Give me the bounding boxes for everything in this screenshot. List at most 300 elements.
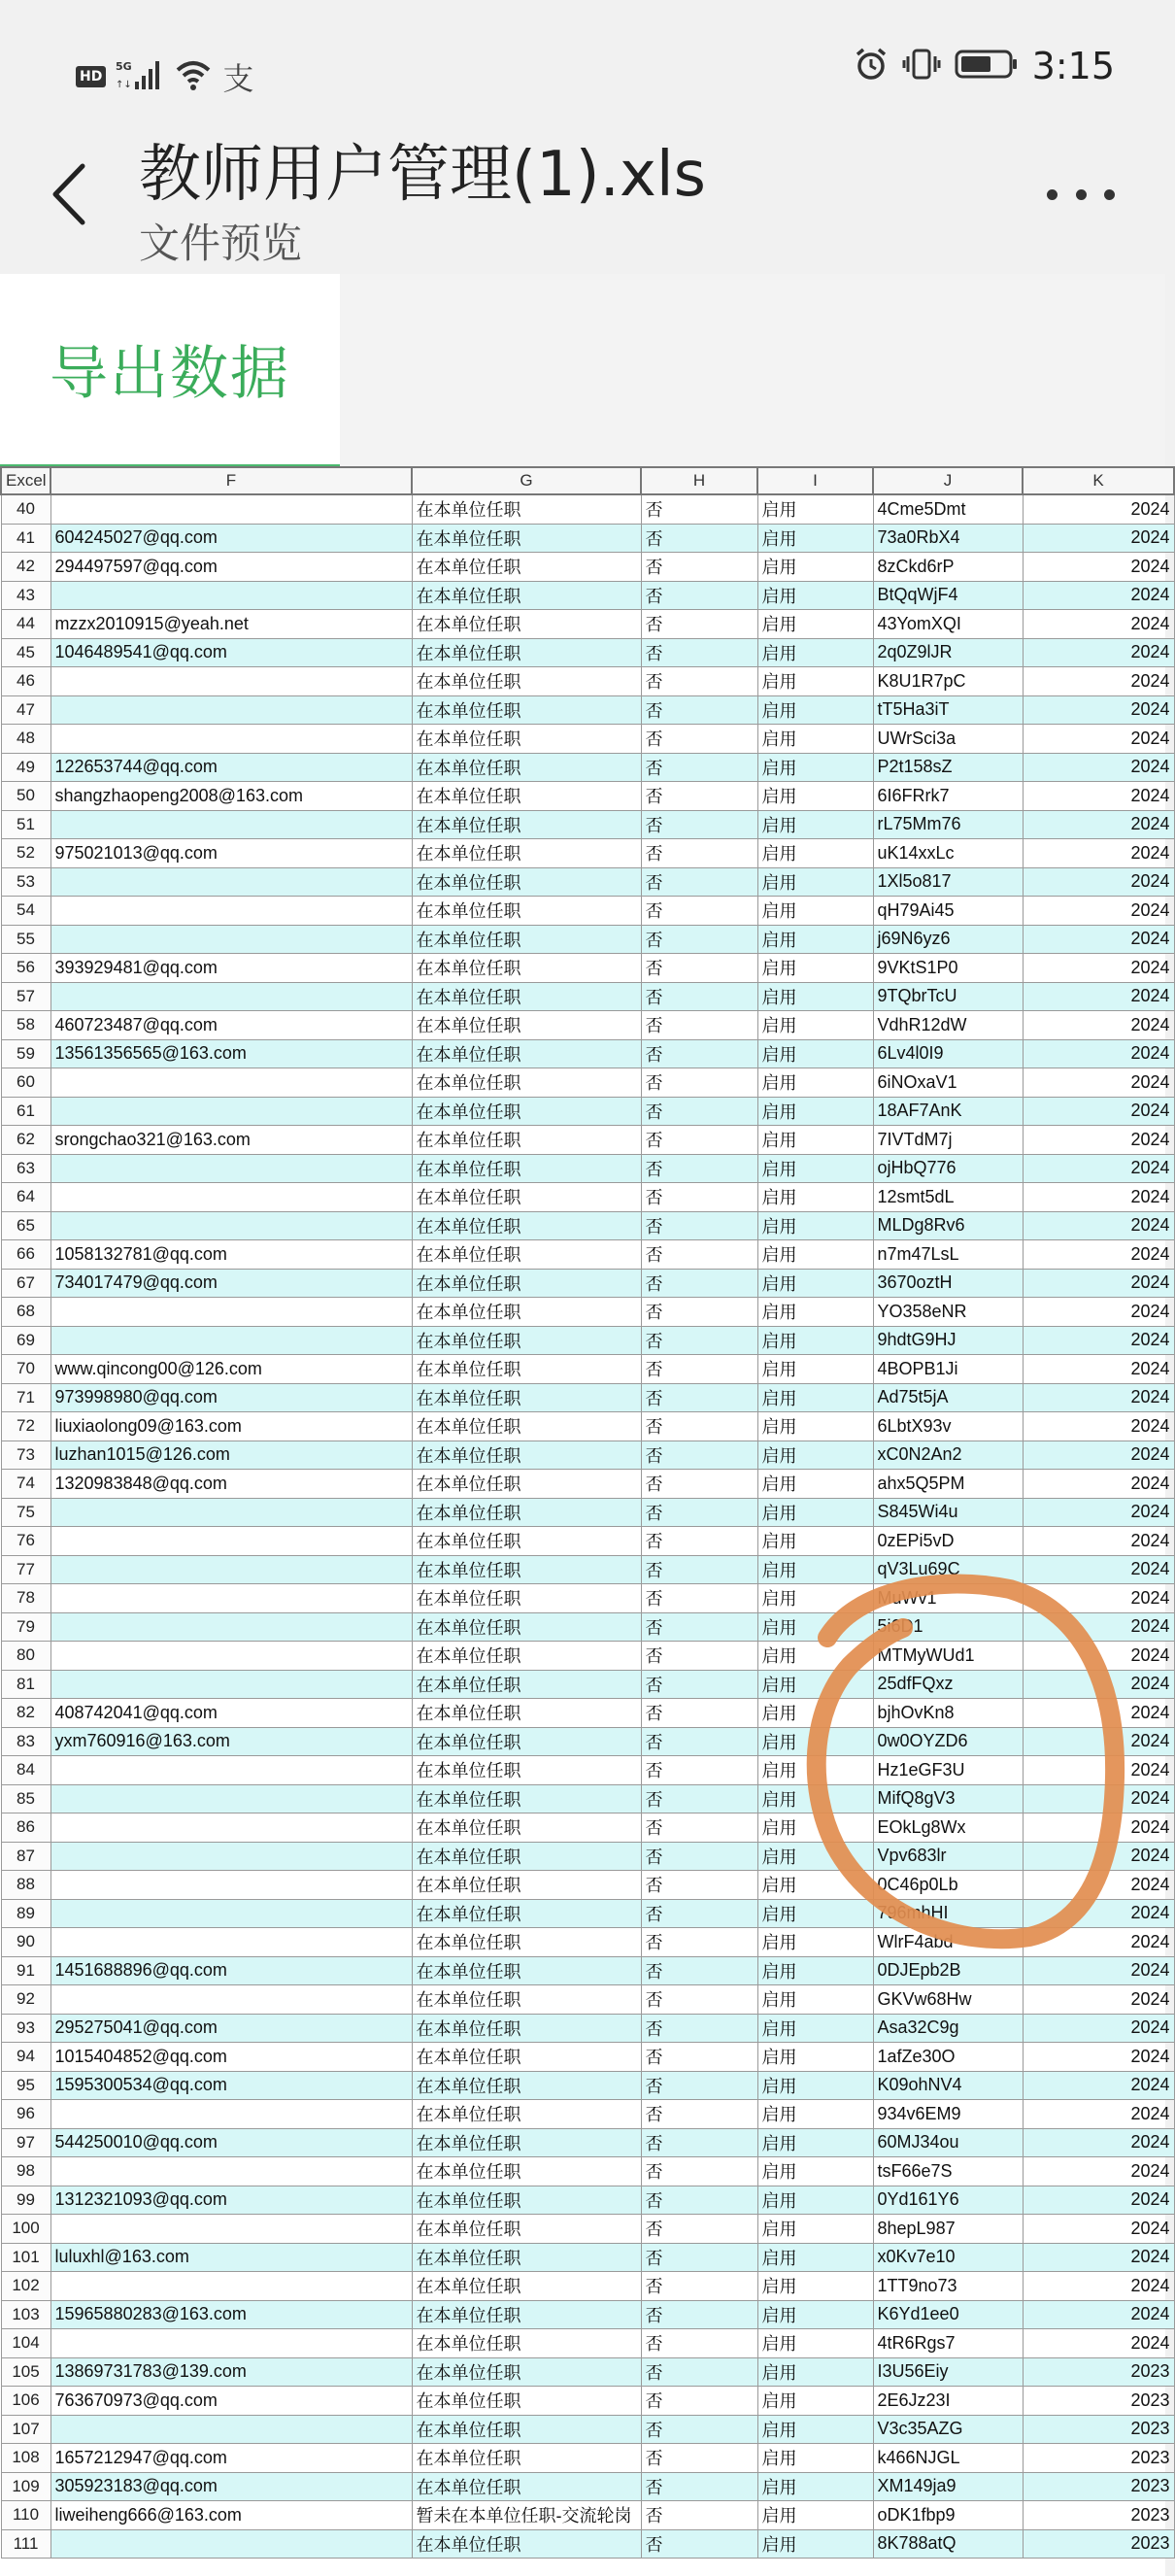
cell-year: 2023 — [1023, 2387, 1174, 2416]
cell-password: 8zCkd6rP — [873, 553, 1023, 582]
table-row — [1, 1985, 1174, 2015]
cell-year: 2024 — [1023, 2186, 1174, 2215]
row-number: 44 — [1, 610, 50, 639]
cell-year: 2024 — [1023, 1612, 1174, 1642]
cell-employment-status: 在本单位任职 — [412, 1183, 641, 1212]
table-row — [1, 1555, 1174, 1584]
cell-enabled: 启用 — [757, 2043, 873, 2072]
cell-year: 2024 — [1023, 524, 1174, 553]
row-number: 72 — [1, 1412, 50, 1441]
cell-employment-status: 在本单位任职 — [412, 2215, 641, 2244]
cell-flag: 否 — [641, 2215, 757, 2244]
cell-employment-status: 在本单位任职 — [412, 897, 641, 926]
cell-password: uK14xxLc — [873, 839, 1023, 868]
cell-email: 734017479@qq.com — [50, 1269, 412, 1298]
row-number: 91 — [1, 1956, 50, 1985]
cell-year: 2024 — [1023, 2329, 1174, 2358]
cell-year: 2024 — [1023, 1211, 1174, 1240]
cell-email — [50, 867, 412, 897]
cell-password: 9TQbrTcU — [873, 982, 1023, 1011]
row-number: 70 — [1, 1355, 50, 1384]
cell-email — [50, 925, 412, 954]
cell-enabled: 启用 — [757, 925, 873, 954]
row-number: 56 — [1, 954, 50, 983]
cell-flag: 否 — [641, 925, 757, 954]
row-number: 93 — [1, 2014, 50, 2043]
cell-password: 6iNOxaV1 — [873, 1068, 1023, 1098]
back-button[interactable] — [45, 155, 93, 233]
row-number: 97 — [1, 2128, 50, 2157]
table-row — [1, 1899, 1174, 1928]
table-row — [1, 1097, 1174, 1126]
cell-flag: 否 — [641, 1555, 757, 1584]
cell-enabled: 启用 — [757, 2243, 873, 2272]
cell-year: 2024 — [1023, 1240, 1174, 1270]
row-number: 68 — [1, 1298, 50, 1327]
cell-year: 2024 — [1023, 867, 1174, 897]
cell-year: 2024 — [1023, 638, 1174, 667]
cell-employment-status: 在本单位任职 — [412, 553, 641, 582]
cell-password: 1afZe30O — [873, 2043, 1023, 2072]
cell-employment-status: 在本单位任职 — [412, 1813, 641, 1843]
more-dot — [1104, 189, 1115, 200]
cell-password: 0w0OYZD6 — [873, 1727, 1023, 1756]
cell-password: 2q0Z9lJR — [873, 638, 1023, 667]
cell-year: 2024 — [1023, 610, 1174, 639]
cell-password: 8K788atQ — [873, 2529, 1023, 2559]
row-number: 50 — [1, 782, 50, 811]
cell-employment-status: 在本单位任职 — [412, 1298, 641, 1327]
cell-flag: 否 — [641, 1871, 757, 1900]
cell-year: 2024 — [1023, 695, 1174, 725]
cell-flag: 否 — [641, 2529, 757, 2559]
table-row — [1, 925, 1174, 954]
cell-password: I3U56Eiy — [873, 2357, 1023, 2387]
cell-year: 2023 — [1023, 2357, 1174, 2387]
cell-password: 6LbtX93v — [873, 1412, 1023, 1441]
more-button[interactable] — [1047, 175, 1115, 214]
table-row — [1, 2529, 1174, 2559]
cell-password: j69N6yz6 — [873, 925, 1023, 954]
table-row — [1, 2387, 1174, 2416]
cell-password: ahx5Q5PM — [873, 1470, 1023, 1499]
row-number: 81 — [1, 1670, 50, 1699]
row-number: 84 — [1, 1756, 50, 1785]
cell-email: 460723487@qq.com — [50, 1011, 412, 1040]
cell-enabled: 启用 — [757, 1355, 873, 1384]
cell-enabled: 启用 — [757, 1383, 873, 1412]
table-row — [1, 982, 1174, 1011]
cell-employment-status: 暂未在本单位任职-交流轮岗 — [412, 2501, 641, 2530]
cell-year: 2024 — [1023, 897, 1174, 926]
row-number: 67 — [1, 1269, 50, 1298]
cell-flag: 否 — [641, 1412, 757, 1441]
row-number: 95 — [1, 2071, 50, 2100]
cell-year: 2024 — [1023, 1326, 1174, 1355]
cell-password: MuWv1 — [873, 1584, 1023, 1613]
column-header: Excel — [1, 467, 50, 494]
cell-email — [50, 1298, 412, 1327]
cell-password: qV3Lu69C — [873, 1555, 1023, 1584]
table-row — [1, 1441, 1174, 1470]
cell-enabled: 启用 — [757, 1871, 873, 1900]
cell-enabled: 启用 — [757, 2128, 873, 2157]
cell-employment-status: 在本单位任职 — [412, 982, 641, 1011]
row-number: 49 — [1, 753, 50, 782]
cell-year: 2024 — [1023, 1383, 1174, 1412]
cell-employment-status: 在本单位任职 — [412, 1154, 641, 1183]
cell-email: 1320983848@qq.com — [50, 1470, 412, 1499]
cell-enabled: 启用 — [757, 1154, 873, 1183]
cell-enabled: 启用 — [757, 2014, 873, 2043]
cell-year: 2024 — [1023, 2043, 1174, 2072]
cell-employment-status: 在本单位任职 — [412, 1956, 641, 1985]
cell-email — [50, 1097, 412, 1126]
table-row — [1, 1699, 1174, 1728]
cell-email — [50, 1154, 412, 1183]
row-number: 51 — [1, 810, 50, 839]
cell-enabled: 启用 — [757, 1784, 873, 1813]
export-data-button[interactable] — [0, 274, 340, 470]
cell-email: yxm760916@163.com — [50, 1727, 412, 1756]
cell-password: 0Yd161Y6 — [873, 2186, 1023, 2215]
cell-employment-status: 在本单位任职 — [412, 1498, 641, 1527]
row-number: 69 — [1, 1326, 50, 1355]
cell-employment-status: 在本单位任职 — [412, 610, 641, 639]
cell-email: luzhan1015@126.com — [50, 1441, 412, 1470]
cell-year: 2024 — [1023, 2100, 1174, 2129]
row-number: 65 — [1, 1211, 50, 1240]
cell-password: BtQqWjF4 — [873, 581, 1023, 610]
row-number: 53 — [1, 867, 50, 897]
table-row — [1, 1183, 1174, 1212]
cell-employment-status: 在本单位任职 — [412, 2043, 641, 2072]
cell-flag: 否 — [641, 1727, 757, 1756]
table-row — [1, 1928, 1174, 1957]
cell-flag: 否 — [641, 839, 757, 868]
cell-email — [50, 1498, 412, 1527]
cell-password: VdhR12dW — [873, 1011, 1023, 1040]
status-right-icons — [854, 45, 1115, 87]
cell-enabled: 启用 — [757, 553, 873, 582]
table-row — [1, 1670, 1174, 1699]
cell-enabled: 启用 — [757, 2387, 873, 2416]
cell-email — [50, 2100, 412, 2129]
cell-enabled: 启用 — [757, 1699, 873, 1728]
row-number: 52 — [1, 839, 50, 868]
cell-employment-status: 在本单位任职 — [412, 1842, 641, 1871]
cell-flag: 否 — [641, 725, 757, 754]
status-bar — [0, 0, 1165, 136]
row-number: 80 — [1, 1642, 50, 1671]
row-number: 101 — [1, 2243, 50, 2272]
table-row — [1, 1784, 1174, 1813]
cell-employment-status: 在本单位任职 — [412, 1039, 641, 1068]
cell-email — [50, 1899, 412, 1928]
cell-email — [50, 982, 412, 1011]
spreadsheet-preview[interactable] — [0, 466, 1170, 2576]
cell-enabled: 启用 — [757, 2415, 873, 2444]
cell-flag: 否 — [641, 1383, 757, 1412]
cell-year: 2024 — [1023, 925, 1174, 954]
cell-email: srongchao321@163.com — [50, 1126, 412, 1155]
row-number: 107 — [1, 2415, 50, 2444]
cell-password: oDK1fbp9 — [873, 2501, 1023, 2530]
cell-year: 2024 — [1023, 2157, 1174, 2186]
cell-employment-status: 在本单位任职 — [412, 954, 641, 983]
cell-employment-status: 在本单位任职 — [412, 1871, 641, 1900]
cell-year: 2024 — [1023, 1928, 1174, 1957]
row-number: 76 — [1, 1527, 50, 1556]
cell-year: 2024 — [1023, 1956, 1174, 1985]
cell-year: 2024 — [1023, 1727, 1174, 1756]
cell-password: k466NJGL — [873, 2444, 1023, 2473]
cell-year: 2024 — [1023, 2071, 1174, 2100]
cell-flag: 否 — [641, 1699, 757, 1728]
cell-year: 2024 — [1023, 1555, 1174, 1584]
table-row — [1, 1527, 1174, 1556]
cell-flag: 否 — [641, 2157, 757, 2186]
table-row — [1, 1126, 1174, 1155]
cell-employment-status: 在本单位任职 — [412, 1126, 641, 1155]
cell-flag: 否 — [641, 954, 757, 983]
cell-enabled: 启用 — [757, 1555, 873, 1584]
cell-password: 73a0RbX4 — [873, 524, 1023, 553]
row-number: 42 — [1, 553, 50, 582]
cell-email: liuxiaolong09@163.com — [50, 1412, 412, 1441]
cell-enabled: 启用 — [757, 2357, 873, 2387]
cell-password: 9VKtS1P0 — [873, 954, 1023, 983]
battery-icon — [955, 48, 1019, 85]
table-row — [1, 1642, 1174, 1671]
alipay-icon: 支 — [222, 60, 254, 97]
cell-year: 2024 — [1023, 2272, 1174, 2301]
cell-flag: 否 — [641, 2186, 757, 2215]
cell-enabled: 启用 — [757, 1240, 873, 1270]
cell-employment-status: 在本单位任职 — [412, 1011, 641, 1040]
file-title: 教师用户管理(1).xls — [139, 139, 706, 211]
cell-email — [50, 1527, 412, 1556]
cell-enabled: 启用 — [757, 1899, 873, 1928]
cell-employment-status: 在本单位任职 — [412, 2128, 641, 2157]
table-row — [1, 2329, 1174, 2358]
cell-year: 2024 — [1023, 1784, 1174, 1813]
cell-flag: 否 — [641, 581, 757, 610]
cell-year: 2024 — [1023, 839, 1174, 868]
cell-password: 9hdtG9HJ — [873, 1326, 1023, 1355]
cell-email: 763670973@qq.com — [50, 2387, 412, 2416]
table-row — [1, 897, 1174, 926]
table-row — [1, 2215, 1174, 2244]
cell-year: 2024 — [1023, 1011, 1174, 1040]
table-row — [1, 1612, 1174, 1642]
cell-employment-status: 在本单位任职 — [412, 2243, 641, 2272]
cell-enabled: 启用 — [757, 2501, 873, 2530]
cell-email — [50, 1584, 412, 1613]
cell-email: 973998980@qq.com — [50, 1383, 412, 1412]
cell-password: 3670oztH — [873, 1269, 1023, 1298]
cell-enabled: 启用 — [757, 610, 873, 639]
row-number: 66 — [1, 1240, 50, 1270]
cell-employment-status: 在本单位任职 — [412, 725, 641, 754]
cell-year: 2024 — [1023, 1670, 1174, 1699]
cell-flag: 否 — [641, 2472, 757, 2501]
cell-employment-status: 在本单位任职 — [412, 667, 641, 696]
cell-enabled: 启用 — [757, 695, 873, 725]
cell-email — [50, 2157, 412, 2186]
svg-text:↑↓: ↑↓ — [116, 80, 133, 90]
cell-year: 2024 — [1023, 810, 1174, 839]
cell-year: 2023 — [1023, 2415, 1174, 2444]
cell-enabled: 启用 — [757, 2215, 873, 2244]
cell-email: 1451688896@qq.com — [50, 1956, 412, 1985]
cell-employment-status: 在本单位任职 — [412, 1985, 641, 2015]
table-row — [1, 524, 1174, 553]
column-header: H — [641, 467, 757, 494]
cell-enabled: 启用 — [757, 1527, 873, 1556]
row-number: 108 — [1, 2444, 50, 2473]
signal-icon — [116, 58, 164, 95]
cell-email — [50, 695, 412, 725]
cell-enabled: 启用 — [757, 1412, 873, 1441]
row-number: 62 — [1, 1126, 50, 1155]
cell-enabled: 启用 — [757, 1670, 873, 1699]
cell-email: 1595300534@qq.com — [50, 2071, 412, 2100]
cell-password: 12smt5dL — [873, 1183, 1023, 1212]
cell-email — [50, 2529, 412, 2559]
cell-flag: 否 — [641, 2387, 757, 2416]
table-row — [1, 2014, 1174, 2043]
row-number: 89 — [1, 1899, 50, 1928]
cell-employment-status: 在本单位任职 — [412, 2329, 641, 2358]
cell-year: 2024 — [1023, 753, 1174, 782]
row-number: 47 — [1, 695, 50, 725]
cell-email: 408742041@qq.com — [50, 1699, 412, 1728]
table-row — [1, 782, 1174, 811]
cell-email: 294497597@qq.com — [50, 553, 412, 582]
cell-flag: 否 — [641, 1784, 757, 1813]
cell-email: 1015404852@qq.com — [50, 2043, 412, 2072]
table-row — [1, 1298, 1174, 1327]
cell-employment-status: 在本单位任职 — [412, 1240, 641, 1270]
cell-flag: 否 — [641, 753, 757, 782]
cell-year: 2024 — [1023, 1498, 1174, 1527]
cell-password: 43YomXQI — [873, 610, 1023, 639]
table-row — [1, 2300, 1174, 2329]
row-number: 90 — [1, 1928, 50, 1957]
cell-password: 1Xl5o817 — [873, 867, 1023, 897]
cell-employment-status: 在本单位任职 — [412, 2186, 641, 2215]
cell-enabled: 启用 — [757, 2329, 873, 2358]
cell-enabled: 启用 — [757, 2186, 873, 2215]
cell-flag: 否 — [641, 1670, 757, 1699]
status-left-icons — [76, 54, 253, 99]
row-number: 86 — [1, 1813, 50, 1843]
cell-employment-status: 在本单位任职 — [412, 1727, 641, 1756]
cell-flag: 否 — [641, 638, 757, 667]
column-header: K — [1023, 467, 1174, 494]
cell-email — [50, 2329, 412, 2358]
row-number: 64 — [1, 1183, 50, 1212]
row-number: 104 — [1, 2329, 50, 2358]
table-row — [1, 2043, 1174, 2072]
row-number: 77 — [1, 1555, 50, 1584]
cell-employment-status: 在本单位任职 — [412, 1383, 641, 1412]
cell-year: 2024 — [1023, 725, 1174, 754]
cell-year: 2024 — [1023, 2243, 1174, 2272]
cell-flag: 否 — [641, 2043, 757, 2072]
cell-email: www.qincong00@126.com — [50, 1355, 412, 1384]
table-row — [1, 753, 1174, 782]
cell-employment-status: 在本单位任职 — [412, 782, 641, 811]
cell-enabled: 启用 — [757, 753, 873, 782]
cell-flag: 否 — [641, 1842, 757, 1871]
cell-flag: 否 — [641, 2357, 757, 2387]
cell-password: x0Kv7e10 — [873, 2243, 1023, 2272]
cell-flag: 否 — [641, 2014, 757, 2043]
table-row — [1, 867, 1174, 897]
cell-year: 2024 — [1023, 782, 1174, 811]
more-dots-icon — [1047, 189, 1058, 200]
cell-employment-status: 在本单位任职 — [412, 494, 641, 524]
cell-flag: 否 — [641, 2272, 757, 2301]
cell-enabled: 启用 — [757, 2100, 873, 2129]
alarm-icon — [854, 47, 889, 85]
cell-password: 934v6EM9 — [873, 2100, 1023, 2129]
cell-password: MifQ8gV3 — [873, 1784, 1023, 1813]
cell-email: 393929481@qq.com — [50, 954, 412, 983]
cell-year: 2024 — [1023, 1813, 1174, 1843]
cell-employment-status: 在本单位任职 — [412, 1642, 641, 1671]
cell-password: 0DJEpb2B — [873, 1956, 1023, 1985]
row-number: 43 — [1, 581, 50, 610]
cell-enabled: 启用 — [757, 1842, 873, 1871]
cell-enabled: 启用 — [757, 1956, 873, 1985]
cell-flag: 否 — [641, 1211, 757, 1240]
cell-password: tT5Ha3iT — [873, 695, 1023, 725]
cell-email — [50, 1068, 412, 1098]
column-header: I — [757, 467, 873, 494]
table-row — [1, 1068, 1174, 1098]
cell-enabled: 启用 — [757, 1097, 873, 1126]
cell-flag: 否 — [641, 867, 757, 897]
row-number: 94 — [1, 2043, 50, 2072]
cell-year: 2024 — [1023, 982, 1174, 1011]
row-number: 111 — [1, 2529, 50, 2559]
cell-employment-status: 在本单位任职 — [412, 1699, 641, 1728]
cell-employment-status: 在本单位任职 — [412, 1326, 641, 1355]
row-number: 110 — [1, 2501, 50, 2530]
cell-enabled: 启用 — [757, 1183, 873, 1212]
row-number: 55 — [1, 925, 50, 954]
row-number: 92 — [1, 1985, 50, 2015]
cell-year: 2024 — [1023, 581, 1174, 610]
cell-enabled: 启用 — [757, 524, 873, 553]
cell-password: EOkLg8Wx — [873, 1813, 1023, 1843]
table-row — [1, 1470, 1174, 1499]
row-number: 41 — [1, 524, 50, 553]
cell-password: 6I6FRrk7 — [873, 782, 1023, 811]
cell-employment-status: 在本单位任职 — [412, 2014, 641, 2043]
cell-enabled: 启用 — [757, 581, 873, 610]
cell-email: shangzhaopeng2008@163.com — [50, 782, 412, 811]
cell-email: 295275041@qq.com — [50, 2014, 412, 2043]
cell-employment-status: 在本单位任职 — [412, 2100, 641, 2129]
row-number: 100 — [1, 2215, 50, 2244]
cell-email — [50, 2415, 412, 2444]
cell-enabled: 启用 — [757, 2272, 873, 2301]
cell-employment-status: 在本单位任职 — [412, 925, 641, 954]
